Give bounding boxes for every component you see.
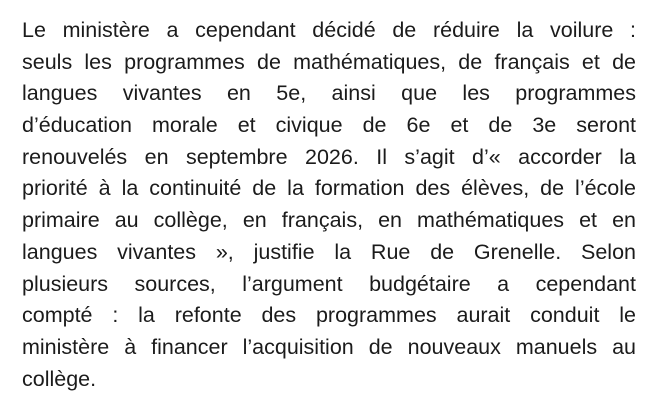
paragraph-line: primaire au collège, en français, en mathématiques et en <box>22 208 636 233</box>
paragraph-line: compté : la refonte des programmes aurait conduit le <box>22 303 636 328</box>
paragraph-line: langues vivantes », justifie la Rue de Grenelle. Selon <box>22 239 636 264</box>
paragraph-line: priorité à la continuité de la formation des élèves, de l’école <box>22 176 636 201</box>
paragraph-line: d’éducation morale et civique de 6e et de 3e seront <box>22 113 636 138</box>
paragraph-line-last: collège. <box>22 366 97 391</box>
paragraph-line: langues vivantes en 5e, ainsi que les programmes <box>22 81 636 106</box>
paragraph-line: plusieurs sources, l’argument budgétaire a cependant <box>22 271 636 296</box>
paragraph-line: seuls les programmes de mathématiques, de français et de <box>22 49 636 74</box>
paragraph-line: renouvelés en septembre 2026. Il s’agit d’« accorder la <box>22 144 636 169</box>
paragraph-line: Le ministère a cependant décidé de réduire la voilure : <box>22 18 636 42</box>
paragraph-line: ministère à financer l’acquisition de nouveaux manuels au <box>22 334 636 359</box>
article-paragraph <box>22 15 636 395</box>
